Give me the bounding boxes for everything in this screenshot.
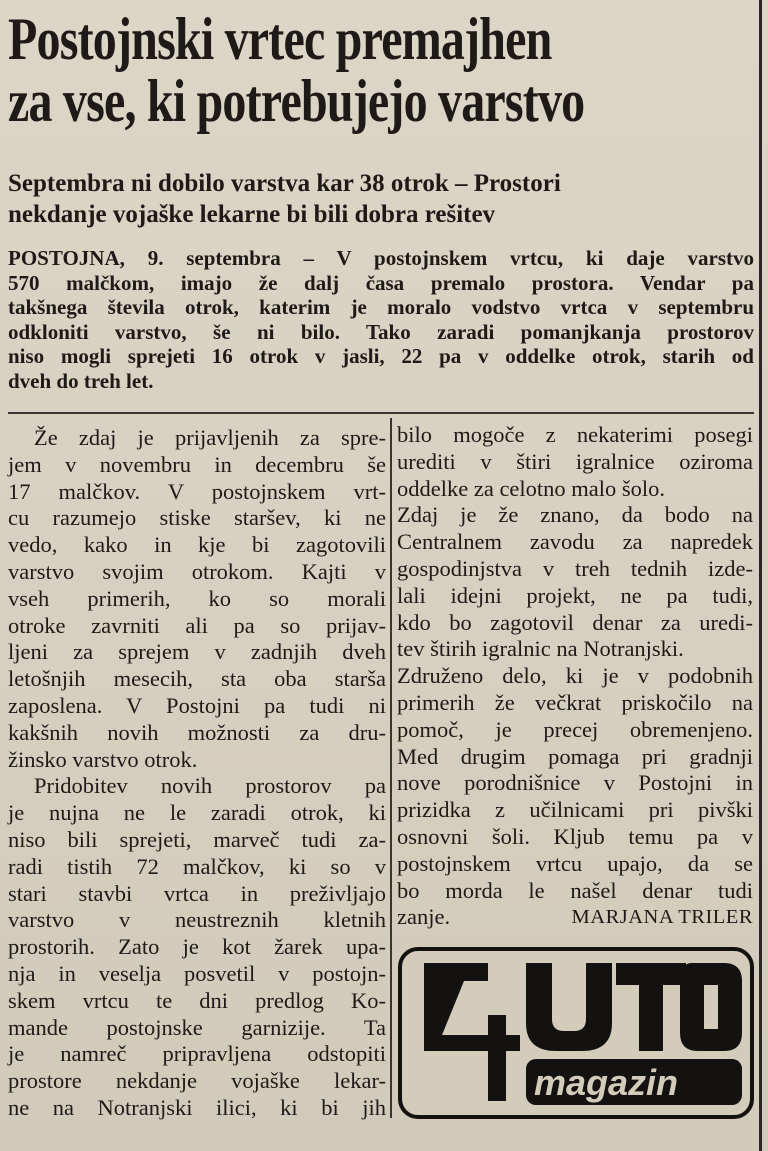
lead-line: 570 malčkom, imajo že dalj časa premalo prostora. Vendar pa xyxy=(8,270,754,295)
body-line: Že zdaj je prijavljenih za spre- xyxy=(34,425,386,450)
auto-magazin-logo xyxy=(402,951,750,1115)
body-line: letošnjih mesecih, sta oba starša xyxy=(8,666,386,692)
body-line: je namreč pripravljena odstopiti xyxy=(8,1041,386,1067)
subheadline xyxy=(8,168,750,230)
body-line: prizidka z učilnicami pri pivški xyxy=(397,797,753,823)
body-line: prostorih. Zato je kot žarek upa- xyxy=(8,934,386,960)
author-line xyxy=(397,904,753,931)
body-line: ljeni za sprejem v zadnjih dveh xyxy=(8,639,386,665)
body-line: radi tistih 72 malčkov, ki so v xyxy=(8,853,386,879)
lead-line: dveh do treh let. xyxy=(8,368,154,393)
body-line: Med drugim pomaga pri gradnji xyxy=(397,743,753,769)
lead-line: niso mogli sprejeti 16 otrok v jasli, 22 pa v oddelke otrok, starih od xyxy=(8,344,754,368)
body-line: pomoč, je precej obremenjeno. xyxy=(397,716,753,742)
body-line: Pridobitev novih prostorov pa xyxy=(34,773,386,799)
body-line: oddelke za celotno malo šolo. xyxy=(397,475,666,501)
body-line: gospodinjstva v treh tednih izde- xyxy=(397,555,753,581)
auto-magazin-ad xyxy=(398,947,754,1119)
body-line: mande postojnske garnizije. Ta xyxy=(8,1014,386,1040)
lead-line: takšnega števila otrok, katerim je moralo vodstvo vrtca v septembru xyxy=(8,295,754,319)
ad-sub-text: magazin xyxy=(534,1062,679,1103)
body-line: Združeno delo, ki je v podobnih xyxy=(397,663,753,689)
body-line: Centralnem zavodu za napredek xyxy=(397,529,753,555)
body-line: prostore nekdanje vojaške lekar- xyxy=(8,1068,386,1094)
body-line: stari stavbi vrtca in preživljajo xyxy=(8,880,386,906)
body-line: vedo, kako in kje bi zagotovili xyxy=(8,532,386,558)
headline-line-1: Postojnski vrtec premajhen xyxy=(8,6,552,72)
right-column xyxy=(397,422,753,931)
body-line: žinsko varstvo otrok. xyxy=(8,746,198,772)
body-line: cu razumejo stiske staršev, ki ne xyxy=(8,505,386,531)
lead-line: POSTOJNA, 9. septembra – V postojnskem vrtcu, ki daje varstvo xyxy=(8,246,754,270)
subheadline-line-2: nekdanje vojaške lekarne bi bili dobra rešitev xyxy=(8,201,496,228)
right-border-rule xyxy=(759,0,762,1151)
body-line: zanje. xyxy=(397,904,451,930)
body-line: lali idejni projekt, ne pa tudi, xyxy=(397,582,753,608)
left-column xyxy=(8,425,386,1122)
body-line: osnovni šoli. Kljub temu pa v xyxy=(397,823,753,849)
body-line: Zdaj je že znano, da bodo na xyxy=(397,502,753,528)
body-line: kdo bo zagotovil denar za uredi- xyxy=(397,609,753,635)
body-line: niso bili sprejeti, marveč tudi za- xyxy=(8,826,386,852)
column-divider xyxy=(390,418,392,1118)
body-line: varstvo svojim otrokom. Kajti v xyxy=(8,558,386,584)
body-line: primerih že večkrat priskočilo na xyxy=(397,689,753,715)
headline xyxy=(8,8,748,132)
body-line: zaposlena. V Postojni pa tudi ni xyxy=(8,692,386,718)
lead-line: odkloniti varstvo, še ni bilo. Tako zaradi pomanjkanja prostorov xyxy=(8,319,754,344)
body-line: otroke zavrniti ali pa so prijav- xyxy=(8,612,386,638)
body-line: varstvo v neustreznih kletnih xyxy=(8,907,386,933)
body-line: postojnskem vrtcu upajo, da se xyxy=(397,850,753,876)
body-line: skem vrtcu te dni predlog Ko- xyxy=(8,987,386,1013)
body-line: bilo mogoče z nekaterimi posegi xyxy=(397,422,753,447)
lead-paragraph xyxy=(8,246,754,393)
body-line: tev štirih igralnic na Notranjski. xyxy=(397,636,684,662)
body-line: bo morda le našel denar tudi xyxy=(397,877,753,903)
body-line: je nujna ne le zaradi otrok, ki xyxy=(8,800,386,826)
body-line: nove porodnišnice v Postojni in xyxy=(397,770,753,796)
body-line: kakšnih novih možnosti za dru- xyxy=(8,719,386,745)
author-byline: MARJANA TRILER xyxy=(571,906,753,929)
section-divider xyxy=(8,412,754,414)
subheadline-line-1: Septembra ni dobilo varstva kar 38 otrok – Prostori xyxy=(8,170,561,197)
body-line: nja in veselja posvetil v postojn- xyxy=(8,960,386,986)
body-line: jem v novembru in decembru še xyxy=(8,451,386,477)
body-line: 17 malčkov. V postojnskem vrt- xyxy=(8,478,386,504)
headline-line-2: za vse, ki potrebujejo varstvo xyxy=(8,68,585,134)
body-line: urediti v štiri igralnice oziroma xyxy=(397,448,753,474)
body-line: vseh primerih, ko so morali xyxy=(8,585,386,611)
body-line: ne na Notranjski ilici, ki bi jih xyxy=(8,1094,386,1120)
